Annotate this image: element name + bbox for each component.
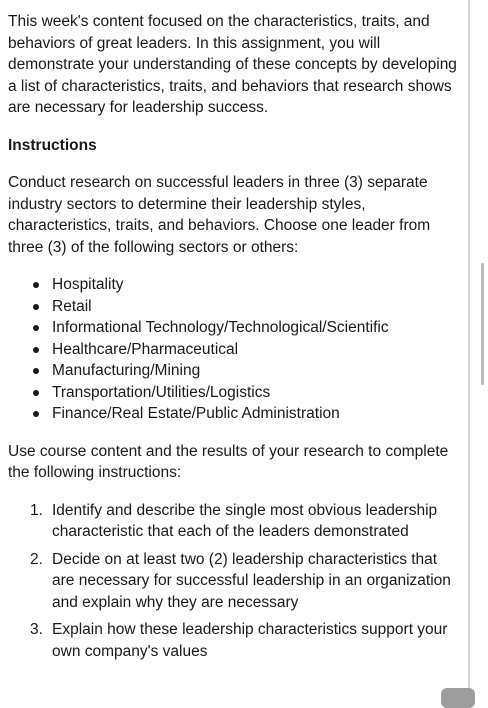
sector-list-item: Manufacturing/Mining: [52, 360, 458, 382]
step-item: [30, 619, 458, 662]
step-item: [30, 500, 458, 543]
sector-list-item: Transportation/Utilities/Logistics: [52, 382, 458, 404]
sector-list-item: Finance/Real Estate/Public Administration: [52, 403, 458, 425]
content-divider: [468, 0, 470, 700]
step-number: 1.: [30, 501, 43, 519]
step-text: Explain how these leadership characteristics support your own company's values: [52, 621, 448, 660]
instruction-steps: [8, 500, 458, 663]
step-text: Decide on at least two (2) leadership characteristics that are necessary for successful leadership in an organization and explain why they are necessary: [52, 550, 451, 611]
research-paragraph: Conduct research on successful leaders in three (3) separate industry sectors to determine their leadership styles, characteristics, traits, and behaviors. Choose one leader from three (3) of the following sectors or others:: [8, 174, 431, 256]
corner-action-button[interactable]: [441, 688, 475, 708]
sector-list-item: Retail: [52, 296, 458, 318]
vertical-scrollbar-thumb[interactable]: [481, 263, 484, 385]
instructions-heading: Instructions: [8, 136, 97, 154]
step-item: [30, 549, 458, 614]
step-number: 2.: [30, 550, 43, 568]
course-paragraph: Use course content and the results of your research to complete the following instructions:: [8, 442, 449, 481]
intro-paragraph: This week's content focused on the characteristics, traits, and behaviors of great leaders. In this assignment, you will demonstrate your understanding of these concepts by developing a list of characteristics, traits, and behaviors that research shows are necessary for leadership success.: [8, 13, 457, 116]
sector-list-item: Hospitality: [52, 274, 458, 296]
step-text: Identify and describe the single most obvious leadership characteristic that each of the leaders demonstrated: [52, 501, 438, 540]
step-number: 3.: [30, 621, 43, 638]
sector-list-item: Healthcare/Pharmaceutical: [52, 339, 458, 361]
assignment-content: [8, 11, 458, 668]
sector-list: [8, 274, 458, 425]
sector-list-item: Informational Technology/Technological/Scientific: [52, 317, 458, 339]
